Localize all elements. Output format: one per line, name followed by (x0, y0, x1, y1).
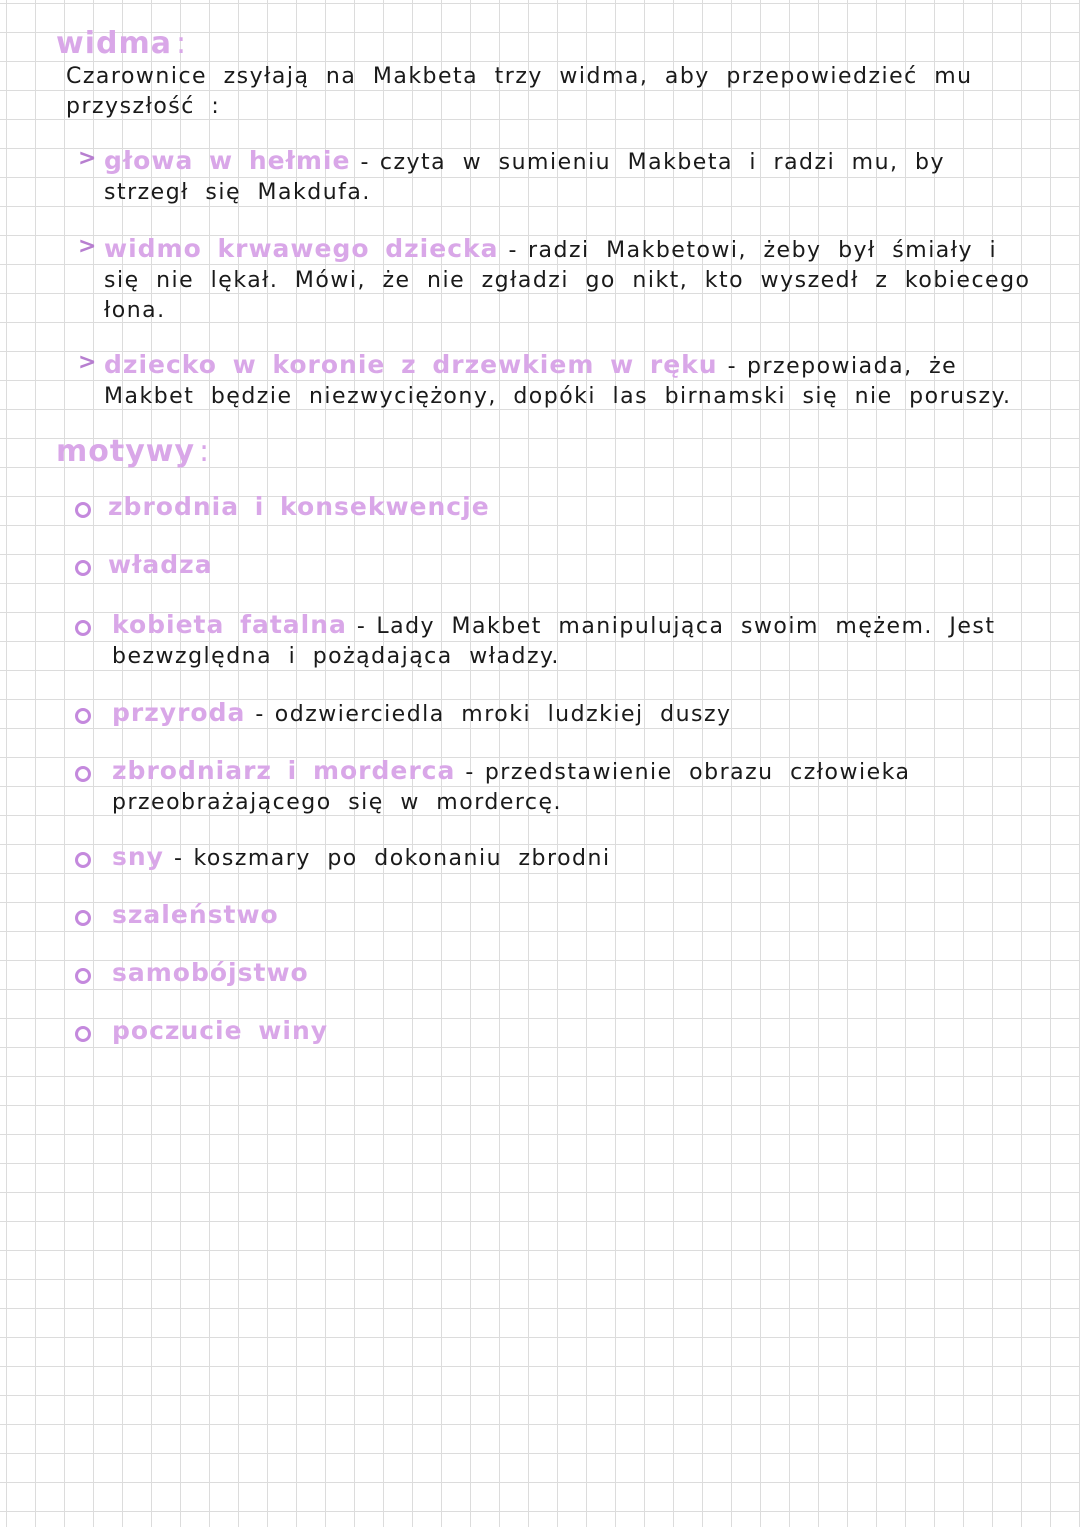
heading-widma-text: widma (56, 26, 172, 61)
motive-item (108, 550, 1048, 582)
widma-item-desc: radzi Makbetowi, żeby był śmiały i się nie lękał. Mówi, że nie zgładzi go nikt, kto wyszedł z kobiecego łona. (104, 238, 1031, 323)
dash: - (255, 702, 265, 727)
bullet-icon (75, 766, 91, 782)
dash: - (465, 760, 475, 785)
motive-item (112, 958, 1052, 990)
widma-item (104, 350, 1049, 412)
motive-desc: koszmary po dokonaniu zbrodni (193, 846, 611, 871)
motive-desc: odzwierciedla mroki ludzkiej duszy (274, 702, 732, 727)
motive-term: sny (112, 842, 164, 871)
heading-motywy (56, 434, 210, 469)
motive-term: władza (108, 550, 213, 579)
motive-term: zbrodniarz i morderca (112, 756, 456, 785)
bullet-icon (75, 620, 91, 636)
bullet-icon (75, 502, 91, 518)
arrow-icon: > (78, 350, 97, 375)
widma-item-desc: przepowiada, że Makbet będzie niezwyciężony, dopóki las birnamski się nie poruszy. (104, 354, 1012, 409)
motive-item (108, 492, 1048, 524)
motive-desc: Lady Makbet manipulująca swoim mężem. Jest bezwzględna i pożądająca władzy. (112, 614, 996, 669)
bullet-icon (75, 910, 91, 926)
motive-item (112, 842, 1052, 874)
arrow-icon: > (78, 146, 97, 171)
widma-item-term: widmo krwawego dziecka (104, 234, 499, 263)
motive-item (112, 900, 1052, 932)
bullet-icon (75, 852, 91, 868)
motive-term: poczucie winy (112, 1016, 329, 1045)
motive-item (112, 698, 1052, 730)
dash: - (508, 238, 518, 263)
motive-item (112, 756, 1052, 818)
arrow-icon: > (78, 234, 97, 259)
heading-widma (56, 26, 187, 61)
heading-colon: : (175, 26, 188, 61)
widma-item (104, 146, 1044, 208)
bullet-icon (75, 968, 91, 984)
motive-desc: przedstawienie obrazu człowieka przeobrażającego się w mordercę. (112, 760, 911, 815)
bullet-icon (75, 560, 91, 576)
dash: - (727, 354, 738, 379)
widma-item-term: dziecko w koronie z drzewkiem w ręku (104, 350, 718, 379)
bullet-icon (75, 1026, 91, 1042)
motive-term: samobójstwo (112, 958, 309, 987)
widma-item-term: głowa w hełmie (104, 146, 351, 175)
motive-term: kobieta fatalna (112, 610, 347, 639)
widma-item (104, 234, 1049, 326)
dash: - (173, 846, 184, 871)
heading-motywy-text: motywy (56, 434, 196, 469)
motive-term: szaleństwo (112, 900, 279, 929)
motive-item (112, 610, 1052, 672)
heading-colon: : (199, 434, 211, 469)
bullet-icon (75, 708, 91, 724)
dash: - (360, 150, 370, 175)
motive-term: zbrodnia i konsekwencje (108, 492, 490, 521)
widma-item-desc: czyta w sumieniu Makbeta i radzi mu, by strzegł się Makdufa. (104, 150, 946, 205)
dash: - (356, 614, 367, 639)
motive-term: przyroda (112, 698, 246, 727)
widma-intro: Czarownice zsyłają na Makbeta trzy widma, aby przepowiedzieć mu przyszłość : (66, 64, 973, 119)
motive-item (112, 1016, 1052, 1048)
